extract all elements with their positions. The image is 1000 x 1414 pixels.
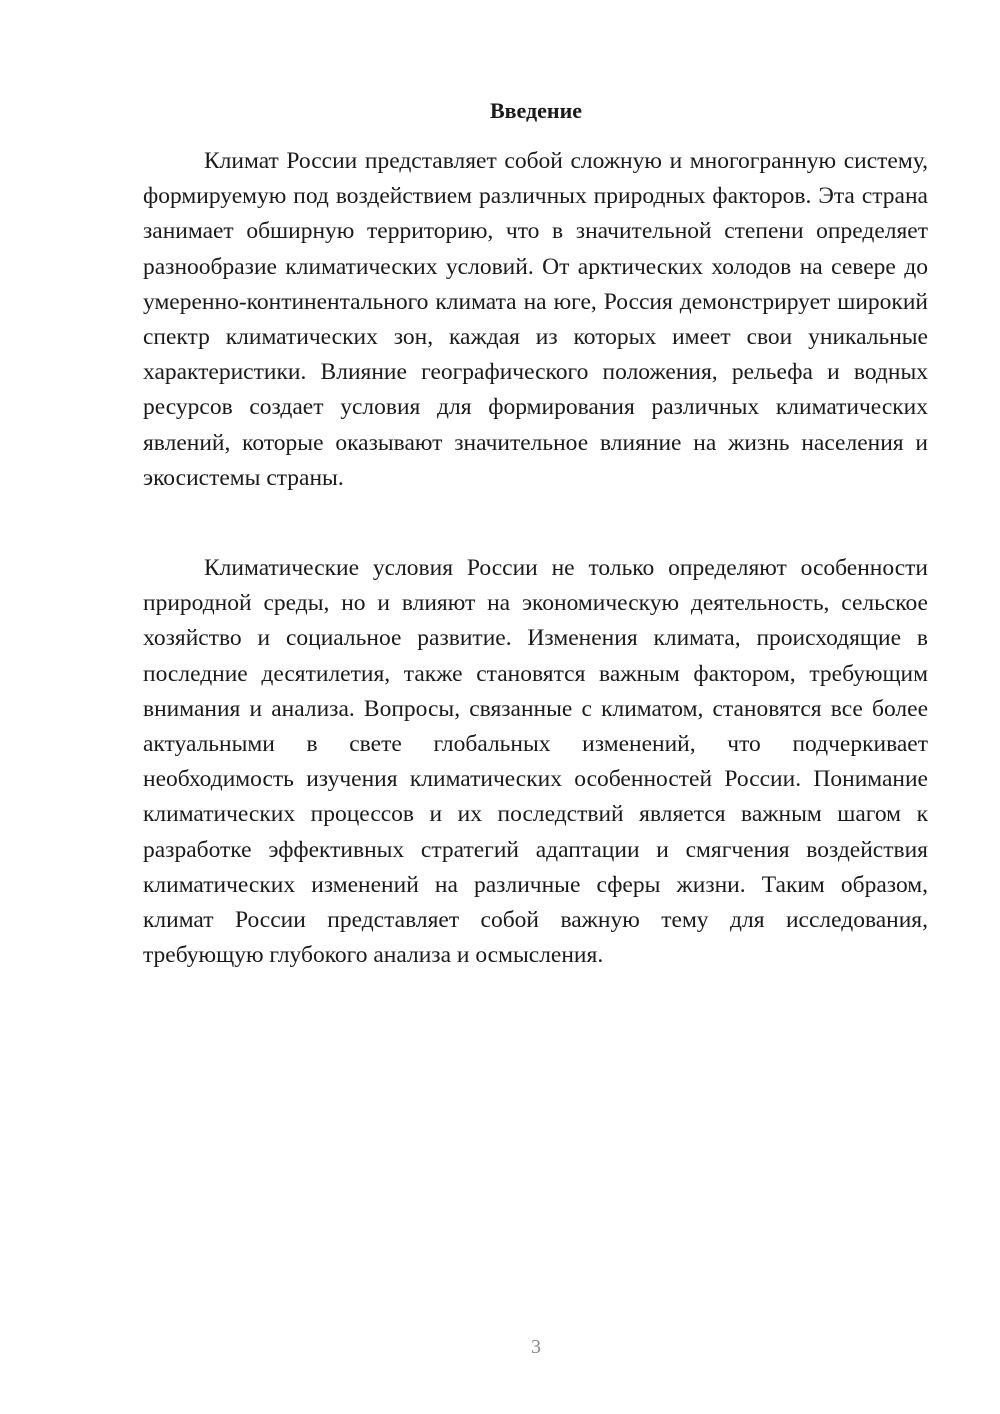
- page-number: 3: [531, 1336, 541, 1358]
- paragraph-2: Климатические условия России не только определяют особенности природной среды, но и влияют на экономическую деятельность, сельское хозяйство и социальное развитие. Изменения климата, происходящие в последние десятилетия, также становятся важным фактором, требующим внимания и анализа. Вопросы, связанные с климатом, становятся все более актуальными в свете глобальных изменений, что подчеркивает необходимость изучения климатических особенностей России. Понимание климатических процессов и их последствий является важным шагом к разработке эффективных стратегий адаптации и смягчения воздействия климатических изменений на различные сферы жизни. Таким образом, климат России представляет собой важную тему для исследования, требующую глубокого анализа и осмысления.: [143, 555, 928, 969]
- paragraph-1: Климат России представляет собой сложную и многогранную систему, формируемую под воздействием различных природных факторов. Эта страна занимает обширную территорию, что в значительной степени определяет разнообразие климатических условий. От арктических холодов на севере до умеренно-континентального климата на юге, Россия демонстрирует широкий спектр климатических зон, каждая из которых имеет свои уникальные характеристики. Влияние географического положения, рельефа и водных ресурсов создает условия для формирования различных климатических явлений, которые оказывают значительное влияние на жизнь населения и экосистемы страны.: [143, 148, 928, 491]
- section-title: Введение: [489, 98, 583, 123]
